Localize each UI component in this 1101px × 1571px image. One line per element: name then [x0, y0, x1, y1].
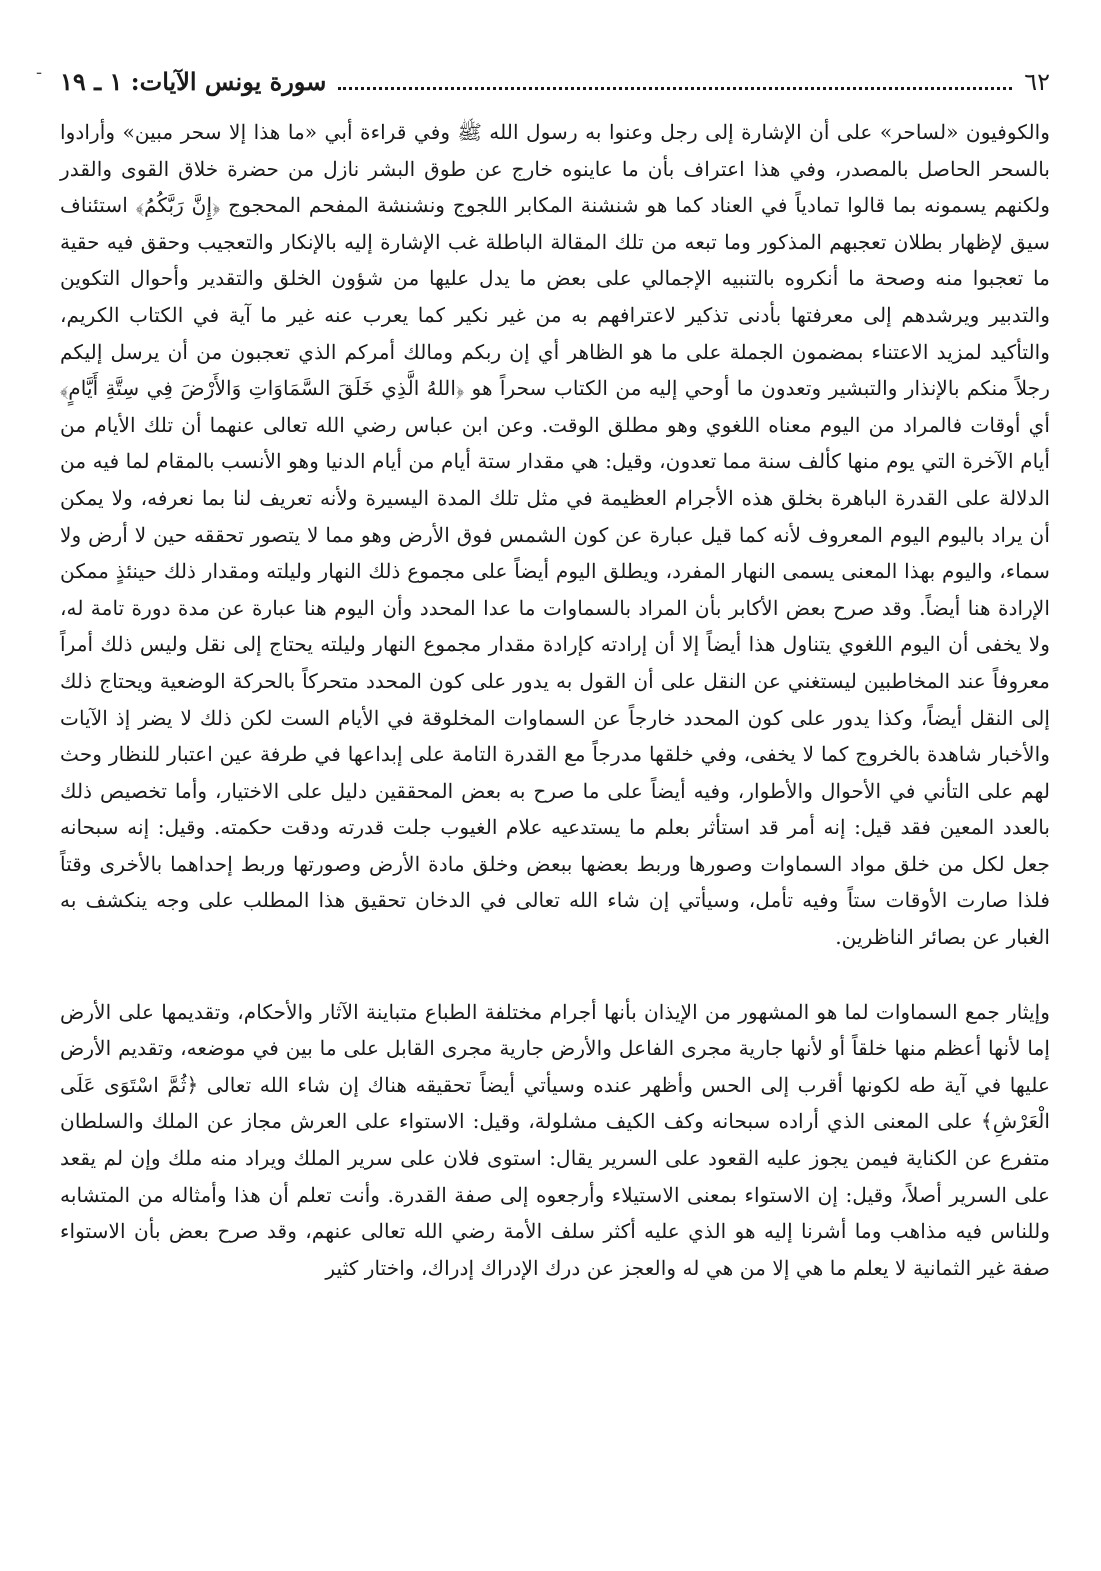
running-title: سورة يونس الآيات: ١ ـ ١٩: [60, 67, 327, 96]
body-paragraph-2: وإيثار جمع السماوات لما هو المشهور من الإيذان بأنها أجرام مختلفة الطباع متباينة الآثار والأحكام، وتقديمها على الأرض إما لأنها أعظم منها خلقاً أو لأنها جارية مجرى الفاعل والأرض جارية مجرى القابل على ما بين في موضعه، وتقديم الأرض عليها في آية طه لكونها أقرب إلى الحس وأظهر عنده وسيأتي أيضاً تحقيقه هناك إن شاء الله تعالى ﴿ثُمَّ اسْتَوَى عَلَى الْعَرْشِ﴾ على المعنى الذي أراده سبحانه وكف الكيف مشلولة، وقيل: الاستواء على العرش مجاز عن الملك والسلطان متفرع عن الكناية فيمن يجوز عليه القعود على السرير يقال: استوى فلان على سرير الملك ويراد منه ملك وإن لم يقعد على السرير أصلاً، وقيل: إن الاستواء بمعنى الاستيلاء وأرجعوه إلى صفة القدرة. وأنت تعلم أن هذا وأمثاله من المتشابه وللناس فيه مذاهب وما أشرنا إليه هو الذي عليه أكثر سلف الأمة رضي الله تعالى عنهم، وقد صرح بعض بأن الاستواء صفة غير الثمانية لا يعلم ما هي إلا من هي له والعجز عن درك الإدراك إدراك، واختار كثير: [60, 999, 1050, 1280]
margin-mark: -: [36, 62, 43, 83]
page-number: ٦٢: [1024, 68, 1050, 96]
body-paragraph-1: والكوفيون «لساحر» على أن الإشارة إلى رجل وعنوا به رسول الله ﷺ وفي قراءة أبي «ما هذا إلا سحر مبين» وأرادوا بالسحر الحاصل بالمصدر، وفي هذا اعتراف بأن ما عاينوه خارج عن طوق البشر نازل من حضرة خلاق القوى والقدر ولكنهم يسمونه بما قالوا تمادياً في العناد كما هو شنشنة المكابر اللجوج ونشنشة المفحم المحجوج ﴿إِنَّ رَبَّكُمُ﴾ استئناف سيق لإظهار بطلان تعجبهم المذكور وما تبعه من تلك المقالة الباطلة غب الإشارة إليه بالإنكار والتعجيب وحقق فيه حقية ما تعجبوا منه وصحة ما أنكروه بالتنبيه الإجمالي على بعض ما يدل عليها من شؤون الخلق والتقدير وأحوال التكوين والتدبير ويرشدهم إلى معرفتها بأدنى تذكير لاعترافهم به من غير نكير كما يعرب عنه غير ما آية في الكتاب الكريم، والتأكيد لمزيد الاعتناء بمضمون الجملة على ما هو الظاهر أي إن ربكم ومالك أمركم الذي تعجبون من أن يرسل إليكم رجلاً منكم بالإنذار والتبشير وتعدون ما أوحي إليه من الكتاب سحراً هو ﴿اللهُ الَّذِي خَلَقَ السَّمَاوَاتِ وَالأَرْضَ فِي سِتَّةِ أَيَّامٍ﴾ أي أوقات فالمراد من اليوم معناه اللغوي وهو مطلق الوقت. وعن ابن عباس رضي الله تعالى عنهما أن تلك الأيام من أيام الآخرة التي يوم منها كألف سنة مما تعدون، وقيل: هي مقدار ستة أيام من أيام الدنيا وهو الأنسب بالمقام لما فيه من الدلالة على القدرة الباهرة بخلق هذه الأجرام العظيمة في مثل تلك المدة اليسيرة ولأنه تعريف لنا بما نعرفه، ولا يمكن أن يراد باليوم اليوم المعروف لأنه كما قيل عبارة عن كون الشمس فوق الأرض وهو مما لا يتصور تحققه حين لا أرض ولا سماء، واليوم بهذا المعنى يسمى النهار المفرد، ويطلق اليوم أيضاً على مجموع ذلك النهار وليلته ومقدار ذلك حينئذٍ ممكن الإرادة هنا أيضاً. وقد صرح بعض الأكابر بأن المراد بالسماوات ما عدا المحدد وأن اليوم هنا عبارة عن مدة دورة تامة له، ولا يخفى أن اليوم اللغوي يتناول هذا أيضاً إلا أن إرادته كإرادة مقدار مجموع النهار وليلته يحتاج إلى نقل وليس ذلك أمراً معروفاً عند المخاطبين ليستغني عن النقل على أن القول به يدور على كون المحدد متحركاً بالحركة الوضعية ويحتاج ذلك إلى النقل أيضاً، وكذا يدور على كون المحدد خارجاً عن السماوات المخلوقة في الأيام الست لكن ذلك لا يضر إذ الآيات والأخبار شاهدة بالخروج كما لا يخفى، وفي خلقها مدرجاً مع القدرة التامة على إبداعها في طرفة عين اعتبار للنظار وحث لهم على التأني في الأحوال والأطوار، وفيه أيضاً على ما صرح به بعض المحققين دليل على الاختيار، وأما تخصيص ذلك بالعدد المعين فقد قيل: إنه أمر قد استأثر بعلم ما يستدعيه علام الغيوب جلت قدرته ودقت حكمته. وقيل: إنه سبحانه جعل لكل من خلق مواد السماوات وصورها وربط بعضها ببعض وخلق مادة الأرض وصورتها وربط إحداهما بالأخرى وقتاً فلذا صارت الأوقات ستاً وفيه تأمل، وسيأتي إن شاء الله تعالى في الدخان تحقيق هذا المطلب على وجه ينكشف به الغبار عن بصائر الناظرين.: [60, 120, 1051, 950]
dotted-leader: [338, 61, 1012, 90]
book-page: [60, 60, 1050, 1286]
page-header: [60, 60, 1050, 104]
